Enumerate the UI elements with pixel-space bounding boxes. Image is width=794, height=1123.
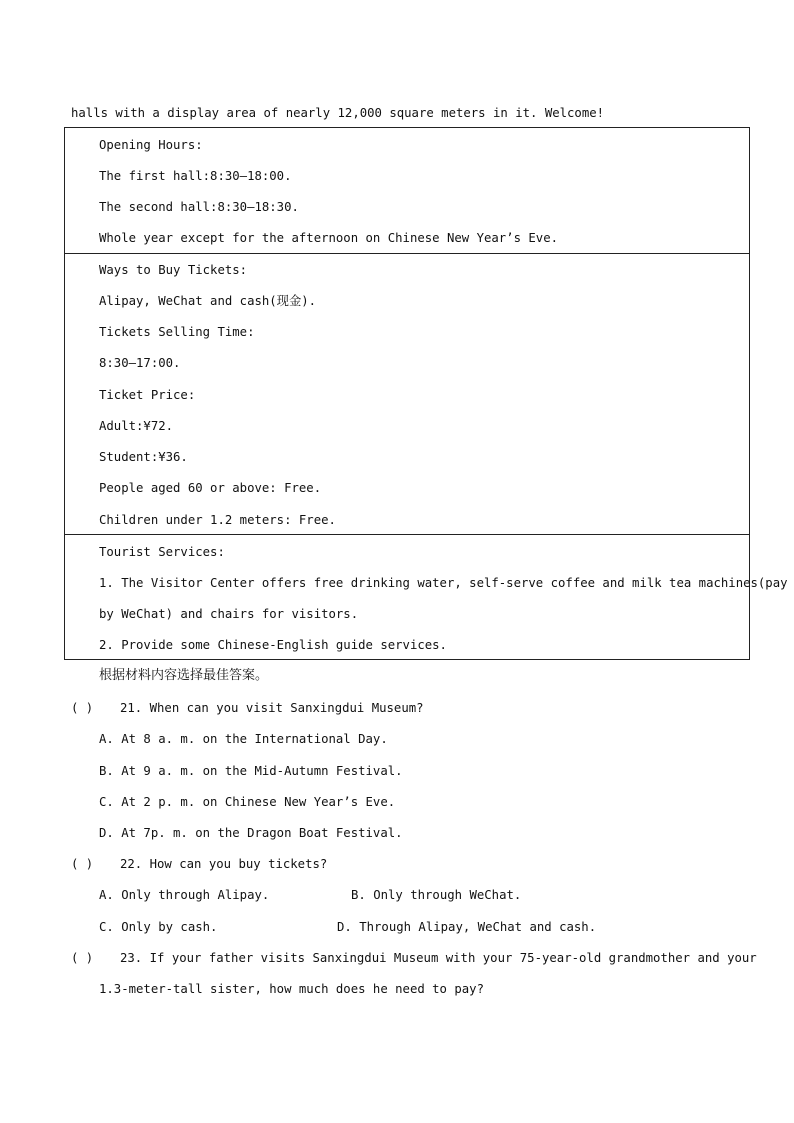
price-adult: Adult:¥72.: [99, 419, 174, 433]
first-hall-hours: The first hall:8:30—18:00.: [99, 169, 292, 183]
open-days-note: Whole year except for the afternoon on Chinese New Year’s Eve.: [99, 231, 559, 245]
q23-stem-line-1: 23. If your father visits Sanxingdui Museum with your 75-year-old grandmother and your: [120, 951, 757, 965]
service-item-1-line-1: 1. The Visitor Center offers free drinking water, self-serve coffee and milk tea machines(pay: [99, 576, 788, 590]
q22-answer-blank: ( ): [71, 857, 94, 871]
q21-stem: 21. When can you visit Sanxingdui Museum?: [120, 701, 424, 715]
services-heading: Tourist Services:: [99, 545, 225, 559]
q22-option-b: B. Only through WeChat.: [351, 888, 522, 902]
ways-to-buy-heading: Ways to Buy Tickets:: [99, 263, 248, 277]
second-hall-hours: The second hall:8:30—18:30.: [99, 200, 299, 214]
q23-stem-line-2: 1.3-meter-tall sister, how much does he need to pay?: [99, 982, 484, 996]
service-item-1-line-2: by WeChat) and chairs for visitors.: [99, 607, 359, 621]
price-student: Student:¥36.: [99, 450, 188, 464]
instruction-text: 根据材料内容选择最佳答案。: [99, 668, 269, 683]
q22-option-a: A. Only through Alipay.: [99, 888, 270, 902]
q22-option-c: C. Only by cash.: [99, 920, 218, 934]
price-children: Children under 1.2 meters: Free.: [99, 513, 336, 527]
q21-answer-blank: ( ): [71, 701, 94, 715]
q22-option-d: D. Through Alipay, WeChat and cash.: [337, 920, 597, 934]
price-seniors: People aged 60 or above: Free.: [99, 481, 322, 495]
service-item-2: 2. Provide some Chinese-English guide services.: [99, 638, 447, 652]
opening-hours-heading: Opening Hours:: [99, 138, 203, 152]
ticket-price-heading: Ticket Price:: [99, 388, 196, 402]
selling-time-value: 8:30—17:00.: [99, 356, 181, 370]
q21-option-b: B. At 9 a. m. on the Mid-Autumn Festival.: [99, 764, 403, 778]
q23-answer-blank: ( ): [71, 951, 94, 965]
q22-stem: 22. How can you buy tickets?: [120, 857, 328, 871]
q21-option-c: C. At 2 p. m. on Chinese New Year’s Eve.: [99, 795, 396, 809]
intro-tail-text: halls with a display area of nearly 12,000 square meters in it. Welcome!: [71, 106, 605, 120]
ways-to-buy-value: Alipay, WeChat and cash(现金).: [99, 294, 317, 308]
q21-option-d: D. At 7p. m. on the Dragon Boat Festival.: [99, 826, 403, 840]
q21-option-a: A. At 8 a. m. on the International Day.: [99, 732, 388, 746]
selling-time-heading: Tickets Selling Time:: [99, 325, 255, 339]
